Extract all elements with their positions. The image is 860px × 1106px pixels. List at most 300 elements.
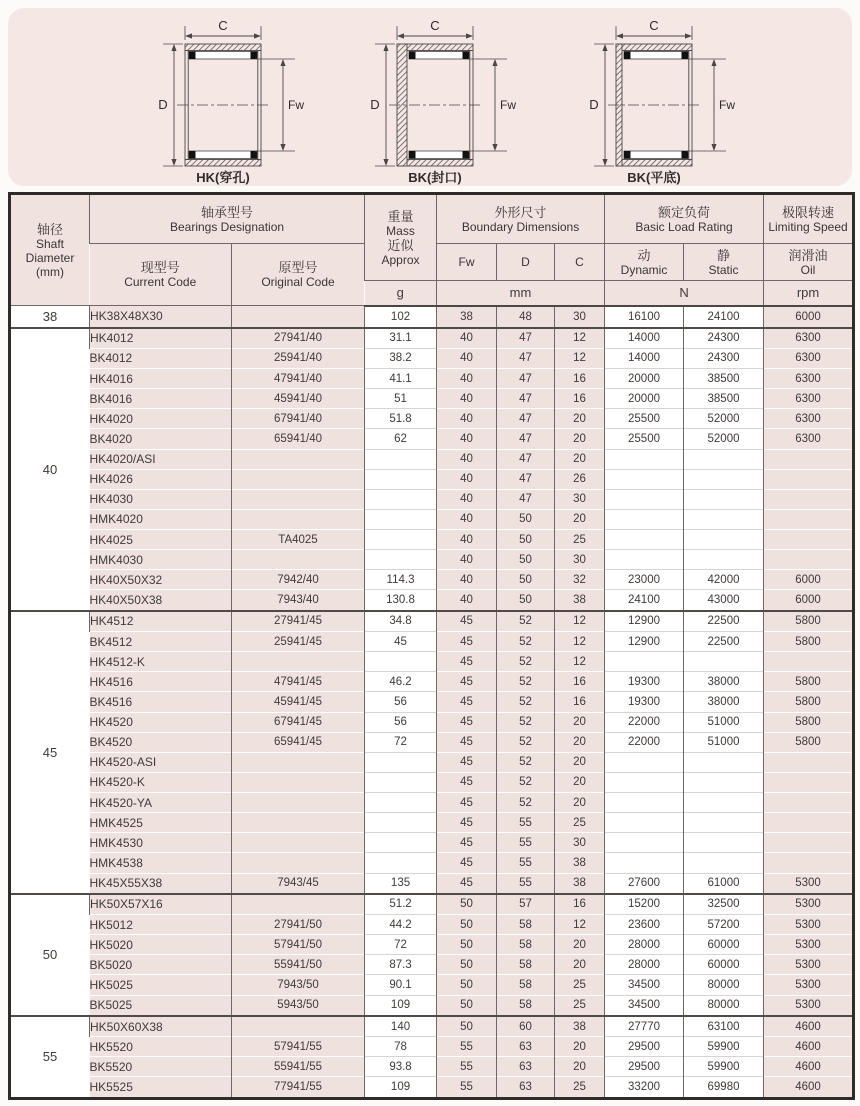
original-code-cell: 25941/40 xyxy=(232,348,365,368)
dynamic-cell: 23600 xyxy=(605,915,684,935)
d-cell: 63 xyxy=(497,1077,555,1099)
header-shaft-diameter xyxy=(10,194,90,306)
static-cell: 51000 xyxy=(684,732,764,752)
static-cell: 52000 xyxy=(684,409,764,429)
original-code-cell: 27941/40 xyxy=(232,328,365,349)
static-cell xyxy=(684,509,764,529)
d-cell: 55 xyxy=(497,833,555,853)
c-cell: 20 xyxy=(555,429,605,449)
header-current-en: Current Code xyxy=(124,275,197,289)
table-row xyxy=(10,772,854,792)
header-static xyxy=(684,244,764,281)
mass-cell: 45 xyxy=(365,632,437,652)
mass-cell: 56 xyxy=(365,692,437,712)
static-cell xyxy=(684,489,764,509)
current-code-cell: HK4030 xyxy=(90,489,232,509)
table-row xyxy=(10,611,854,632)
current-code-cell: BK5520 xyxy=(90,1057,232,1077)
dynamic-cell xyxy=(605,752,684,772)
fw-cell: 45 xyxy=(437,793,497,813)
shaft-diameter-cell: 55 xyxy=(10,1016,90,1099)
oil-cell: 5800 xyxy=(764,632,854,652)
header-c xyxy=(555,244,605,281)
mass-cell: 78 xyxy=(365,1037,437,1057)
mass-cell xyxy=(365,793,437,813)
c-cell: 12 xyxy=(555,611,605,632)
header-speed-en: Limiting Speed xyxy=(768,219,848,234)
svg-text:Fw: Fw xyxy=(288,98,304,112)
c-cell: 16 xyxy=(555,894,605,915)
fw-cell: 50 xyxy=(437,915,497,935)
d-cell: 47 xyxy=(497,328,555,349)
header-mass-en1: Mass xyxy=(386,223,415,238)
d-cell: 48 xyxy=(497,306,555,328)
oil-cell: 4600 xyxy=(764,1037,854,1057)
dynamic-cell: 12900 xyxy=(605,632,684,652)
table-row xyxy=(10,590,854,611)
header-load-en: Basic Load Rating xyxy=(635,219,733,234)
d-cell: 47 xyxy=(497,369,555,389)
static-cell: 24300 xyxy=(684,328,764,349)
c-cell: 20 xyxy=(555,732,605,752)
mass-cell xyxy=(365,652,437,672)
fw-cell: 40 xyxy=(437,590,497,611)
d-cell: 58 xyxy=(497,955,555,975)
fw-cell: 45 xyxy=(437,732,497,752)
fw-cell: 45 xyxy=(437,813,497,833)
shaft-diameter-cell: 50 xyxy=(10,894,90,1016)
mass-cell: 109 xyxy=(365,1077,437,1099)
fw-cell: 40 xyxy=(437,369,497,389)
table-row xyxy=(10,449,854,469)
current-code-cell: HK4020 xyxy=(90,409,232,429)
dynamic-cell: 19300 xyxy=(605,672,684,692)
current-code-cell: BK5025 xyxy=(90,995,232,1016)
c-cell: 38 xyxy=(555,1016,605,1037)
fw-cell: 50 xyxy=(437,975,497,995)
mass-cell xyxy=(365,469,437,489)
header-mass-zh1: 重量 xyxy=(387,208,414,224)
oil-cell: 6000 xyxy=(764,590,854,611)
d-cell: 47 xyxy=(497,489,555,509)
header-designation-en: Bearings Designation xyxy=(169,219,285,234)
mass-cell: 72 xyxy=(365,732,437,752)
c-cell: 12 xyxy=(555,652,605,672)
svg-text:Fw: Fw xyxy=(500,98,516,112)
fw-cell: 40 xyxy=(437,409,497,429)
dynamic-cell: 23000 xyxy=(605,570,684,590)
header-shaft-en3: (mm) xyxy=(36,264,64,279)
table-row xyxy=(10,853,854,873)
header-dynamic-en: Dynamic xyxy=(620,262,668,277)
oil-cell: 5300 xyxy=(764,935,854,955)
unit-newton: N xyxy=(605,281,764,306)
fw-cell: 45 xyxy=(437,833,497,853)
shaft-diameter-cell: 38 xyxy=(10,306,90,328)
fw-cell: 45 xyxy=(437,772,497,792)
table-row xyxy=(10,915,854,935)
c-cell: 38 xyxy=(555,853,605,873)
mass-cell: 56 xyxy=(365,712,437,732)
table-row xyxy=(10,489,854,509)
table-row xyxy=(10,369,854,389)
c-cell: 16 xyxy=(555,672,605,692)
static-cell xyxy=(684,752,764,772)
original-code-cell xyxy=(232,813,365,833)
d-cell: 57 xyxy=(497,894,555,915)
c-cell: 25 xyxy=(555,975,605,995)
current-code-cell: HK4026 xyxy=(90,469,232,489)
current-code-cell: HK50X57X16 xyxy=(90,894,232,915)
current-code-cell: HK4512 xyxy=(90,611,232,632)
original-code-cell xyxy=(232,772,365,792)
diagram-caption: HK(穿孔) xyxy=(196,170,250,185)
table-header xyxy=(10,194,854,306)
c-cell: 20 xyxy=(555,409,605,429)
mass-cell: 102 xyxy=(365,306,437,328)
oil-cell: 4600 xyxy=(764,1057,854,1077)
c-cell: 12 xyxy=(555,915,605,935)
original-code-cell xyxy=(232,509,365,529)
mass-cell: 109 xyxy=(365,995,437,1016)
table-row xyxy=(10,955,854,975)
mass-cell xyxy=(365,833,437,853)
fw-cell: 40 xyxy=(437,328,497,349)
table-row xyxy=(10,389,854,409)
current-code-cell: BK4512 xyxy=(90,632,232,652)
fw-cell: 45 xyxy=(437,752,497,772)
mass-cell: 51 xyxy=(365,389,437,409)
dynamic-cell: 22000 xyxy=(605,712,684,732)
static-cell: 60000 xyxy=(684,955,764,975)
current-code-cell: HK4520-K xyxy=(90,772,232,792)
unit-grams: g xyxy=(365,281,437,306)
static-cell: 38500 xyxy=(684,389,764,409)
d-cell: 52 xyxy=(497,672,555,692)
mass-cell xyxy=(365,509,437,529)
dynamic-cell xyxy=(605,449,684,469)
oil-cell xyxy=(764,489,854,509)
table-row xyxy=(10,348,854,368)
static-cell: 80000 xyxy=(684,975,764,995)
fw-cell: 40 xyxy=(437,449,497,469)
dynamic-cell: 29500 xyxy=(605,1057,684,1077)
current-code-cell: HK4512-K xyxy=(90,652,232,672)
dynamic-cell xyxy=(605,772,684,792)
original-code-cell xyxy=(232,489,365,509)
c-cell: 20 xyxy=(555,449,605,469)
mass-cell: 38.2 xyxy=(365,348,437,368)
d-cell: 52 xyxy=(497,692,555,712)
oil-cell xyxy=(764,469,854,489)
dynamic-cell: 34500 xyxy=(605,995,684,1016)
original-code-cell xyxy=(232,550,365,570)
current-code-cell: HMK4020 xyxy=(90,509,232,529)
current-code-cell: HMK4530 xyxy=(90,833,232,853)
current-code-cell: HK5520 xyxy=(90,1037,232,1057)
d-cell: 50 xyxy=(497,530,555,550)
c-cell: 16 xyxy=(555,389,605,409)
oil-cell xyxy=(764,793,854,813)
d-cell: 52 xyxy=(497,652,555,672)
current-code-cell: HK4016 xyxy=(90,369,232,389)
header-static-en: Static xyxy=(708,262,739,277)
bearing-diagram-bk-sealed xyxy=(349,10,519,186)
dynamic-cell: 12900 xyxy=(605,611,684,632)
dynamic-cell xyxy=(605,652,684,672)
table-row xyxy=(10,469,854,489)
current-code-cell: HK40X50X32 xyxy=(90,570,232,590)
dynamic-cell: 19300 xyxy=(605,692,684,712)
original-code-cell: 47941/45 xyxy=(232,672,365,692)
oil-cell: 4600 xyxy=(764,1077,854,1099)
c-cell: 12 xyxy=(555,328,605,349)
table-row xyxy=(10,632,854,652)
current-code-cell: HK4012 xyxy=(90,328,232,349)
fw-cell: 45 xyxy=(437,712,497,732)
table-row xyxy=(10,1016,854,1037)
current-code-cell: HK4520-YA xyxy=(90,793,232,813)
table-row xyxy=(10,409,854,429)
mass-cell: 51.8 xyxy=(365,409,437,429)
original-code-cell: 57941/50 xyxy=(232,935,365,955)
header-boundary-en: Boundary Dimensions xyxy=(461,219,580,234)
header-d xyxy=(497,244,555,281)
header-current-code xyxy=(90,244,232,306)
c-cell: 38 xyxy=(555,590,605,611)
oil-cell xyxy=(764,550,854,570)
d-cell: 52 xyxy=(497,712,555,732)
original-code-cell: 7943/50 xyxy=(232,975,365,995)
d-cell: 52 xyxy=(497,611,555,632)
c-cell: 20 xyxy=(555,712,605,732)
header-oil-zh: 润滑油 xyxy=(788,247,828,263)
table-row xyxy=(10,550,854,570)
diagram-caption: BK(封口) xyxy=(408,170,462,185)
c-cell: 20 xyxy=(555,772,605,792)
diagram-caption: BK(平底) xyxy=(627,170,681,185)
current-code-cell: HK5012 xyxy=(90,915,232,935)
header-dynamic xyxy=(605,244,684,281)
original-code-cell: 55941/50 xyxy=(232,955,365,975)
mass-cell xyxy=(365,449,437,469)
oil-cell: 5300 xyxy=(764,873,854,894)
d-cell: 55 xyxy=(497,853,555,873)
current-code-cell: BK4016 xyxy=(90,389,232,409)
svg-text:D: D xyxy=(370,97,380,112)
fw-cell: 55 xyxy=(437,1037,497,1057)
current-code-cell: BK4516 xyxy=(90,692,232,712)
original-code-cell: 25941/45 xyxy=(232,632,365,652)
mass-cell: 46.2 xyxy=(365,672,437,692)
fw-cell: 38 xyxy=(437,306,497,328)
mass-cell: 135 xyxy=(365,873,437,894)
dynamic-cell: 15200 xyxy=(605,894,684,915)
fw-cell: 50 xyxy=(437,1016,497,1037)
c-cell: 16 xyxy=(555,369,605,389)
static-cell: 57200 xyxy=(684,915,764,935)
mass-cell: 90.1 xyxy=(365,975,437,995)
d-cell: 52 xyxy=(497,732,555,752)
d-cell: 52 xyxy=(497,793,555,813)
d-cell: 52 xyxy=(497,772,555,792)
svg-text:C: C xyxy=(218,18,228,33)
original-code-cell xyxy=(232,449,365,469)
oil-cell xyxy=(764,853,854,873)
static-cell: 38000 xyxy=(684,692,764,712)
c-cell: 25 xyxy=(555,995,605,1016)
header-shaft-en1: Shaft xyxy=(35,236,65,251)
original-code-cell: 65941/45 xyxy=(232,732,365,752)
oil-cell: 6000 xyxy=(764,570,854,590)
fw-cell: 45 xyxy=(437,632,497,652)
current-code-cell: HK5025 xyxy=(90,975,232,995)
oil-cell: 4600 xyxy=(764,1016,854,1037)
dynamic-cell: 28000 xyxy=(605,935,684,955)
dynamic-cell: 28000 xyxy=(605,955,684,975)
current-code-cell: HK5020 xyxy=(90,935,232,955)
original-code-cell xyxy=(232,752,365,772)
oil-cell: 5300 xyxy=(764,995,854,1016)
current-code-cell: HMK4525 xyxy=(90,813,232,833)
mass-cell: 41.1 xyxy=(365,369,437,389)
oil-cell: 6300 xyxy=(764,429,854,449)
oil-cell: 5300 xyxy=(764,894,854,915)
current-code-cell: BK4020 xyxy=(90,429,232,449)
table-row xyxy=(10,1037,854,1057)
d-cell: 63 xyxy=(497,1057,555,1077)
header-speed-zh: 极限转速 xyxy=(782,204,835,220)
dynamic-cell: 24100 xyxy=(605,590,684,611)
fw-cell: 50 xyxy=(437,894,497,915)
fw-cell: 40 xyxy=(437,550,497,570)
d-cell: 55 xyxy=(497,873,555,894)
d-cell: 47 xyxy=(497,469,555,489)
fw-cell: 55 xyxy=(437,1077,497,1099)
current-code-cell: HK4025 xyxy=(90,530,232,550)
oil-cell: 6000 xyxy=(764,306,854,328)
mass-cell xyxy=(365,530,437,550)
mass-cell xyxy=(365,813,437,833)
static-cell xyxy=(684,813,764,833)
header-mass-en2: Approx xyxy=(381,252,420,267)
original-code-cell: 65941/40 xyxy=(232,429,365,449)
original-code-cell xyxy=(232,652,365,672)
oil-cell: 5800 xyxy=(764,712,854,732)
original-code-cell: 77941/55 xyxy=(232,1077,365,1099)
original-code-cell: 27941/50 xyxy=(232,915,365,935)
fw-cell: 45 xyxy=(437,611,497,632)
header-c-label: C xyxy=(575,255,584,269)
d-cell: 55 xyxy=(497,813,555,833)
table-row xyxy=(10,813,854,833)
static-cell: 43000 xyxy=(684,590,764,611)
current-code-cell: BK4520 xyxy=(90,732,232,752)
c-cell: 25 xyxy=(555,530,605,550)
oil-cell: 5300 xyxy=(764,955,854,975)
table-row xyxy=(10,712,854,732)
static-cell xyxy=(684,853,764,873)
dynamic-cell xyxy=(605,530,684,550)
current-code-cell: HK40X50X38 xyxy=(90,590,232,611)
c-cell: 30 xyxy=(555,489,605,509)
static-cell: 59900 xyxy=(684,1037,764,1057)
dynamic-cell xyxy=(605,833,684,853)
original-code-cell: 67941/40 xyxy=(232,409,365,429)
oil-cell xyxy=(764,449,854,469)
table-row xyxy=(10,570,854,590)
c-cell: 20 xyxy=(555,509,605,529)
original-code-cell xyxy=(232,306,365,328)
table-row xyxy=(10,1077,854,1099)
d-cell: 50 xyxy=(497,590,555,611)
shaft-diameter-cell: 40 xyxy=(10,328,90,611)
table-row xyxy=(10,935,854,955)
dynamic-cell: 14000 xyxy=(605,348,684,368)
dynamic-cell xyxy=(605,509,684,529)
table-body xyxy=(10,306,854,1099)
c-cell: 38 xyxy=(555,873,605,894)
oil-cell xyxy=(764,652,854,672)
table-row xyxy=(10,995,854,1016)
oil-cell: 6300 xyxy=(764,369,854,389)
header-original-code xyxy=(232,244,365,306)
mass-cell: 140 xyxy=(365,1016,437,1037)
d-cell: 47 xyxy=(497,449,555,469)
mass-cell: 51.2 xyxy=(365,894,437,915)
oil-cell xyxy=(764,509,854,529)
current-code-cell: HK4516 xyxy=(90,672,232,692)
original-code-cell: 45941/40 xyxy=(232,389,365,409)
c-cell: 16 xyxy=(555,692,605,712)
d-cell: 52 xyxy=(497,632,555,652)
fw-cell: 40 xyxy=(437,530,497,550)
current-code-cell: HK4520 xyxy=(90,712,232,732)
static-cell xyxy=(684,652,764,672)
original-code-cell: TA4025 xyxy=(232,530,365,550)
oil-cell: 6300 xyxy=(764,328,854,349)
static-cell: 38000 xyxy=(684,672,764,692)
table-row xyxy=(10,833,854,853)
mass-cell: 87.3 xyxy=(365,955,437,975)
dynamic-cell xyxy=(605,853,684,873)
header-mass-zh2: 近似 xyxy=(387,237,414,253)
header-oil-en: Oil xyxy=(800,262,816,277)
mass-cell xyxy=(365,489,437,509)
table-row xyxy=(10,672,854,692)
fw-cell: 50 xyxy=(437,935,497,955)
table-row xyxy=(10,692,854,712)
static-cell xyxy=(684,469,764,489)
mass-cell xyxy=(365,550,437,570)
mass-cell: 93.8 xyxy=(365,1057,437,1077)
d-cell: 50 xyxy=(497,509,555,529)
c-cell: 12 xyxy=(555,348,605,368)
static-cell xyxy=(684,833,764,853)
table-row xyxy=(10,328,854,349)
oil-cell: 5800 xyxy=(764,692,854,712)
dynamic-cell: 25500 xyxy=(605,429,684,449)
mass-cell: 130.8 xyxy=(365,590,437,611)
header-shaft-en2: Diameter xyxy=(25,250,75,265)
header-d-label: D xyxy=(521,255,530,269)
static-cell: 32500 xyxy=(684,894,764,915)
bearing-diagram-bk-flat xyxy=(568,10,738,186)
dynamic-cell: 20000 xyxy=(605,369,684,389)
mass-cell: 114.3 xyxy=(365,570,437,590)
svg-text:C: C xyxy=(430,18,440,33)
unit-rpm: rpm xyxy=(764,281,854,306)
